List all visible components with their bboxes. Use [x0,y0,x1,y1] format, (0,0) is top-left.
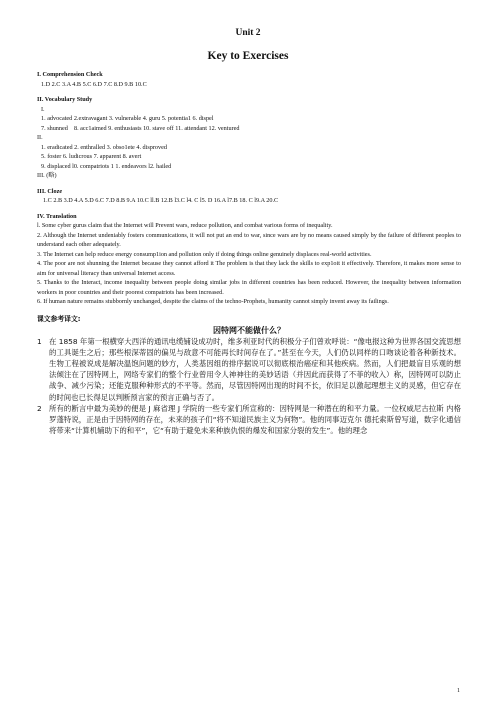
vocabulary-part2-line: 9. displaced l0. compatriots 1 1. endeavors l2. hailed [41,162,172,170]
paragraph-text: 在 1858 年第一根横穿大西洋的通讯电缆铺设成功时，维多利亚时代的积极分子们曾欢呼说：“像电报这种为世界各国交流思想的工具诞生之后；那些根深蒂固的偏见与敌意不可能再长时间存在了。”甚至在今天，人们仍以同样的口吻谈论着各种新技术。生物工程被说成是解决温饱问题的妙方，人类基因组的排序据说可以彻底根治癌症和其他疾病。然而，人们把最盲目乐观的想法倾注在了因特网上，网络专家们的整个行业曾用令人神神往的美妙话语（并因此而获得了不菲的收入）称，因特网可以防止战争、减少污染；还能克服种种形式的不平等。然而，尽管因特网出现的时间不长，依旧足以激起理想主义的灵感，但它存在的时间也已长得足以判断预言家的预言正确与否了。 [49,336,461,402]
paragraph-number: 2 [37,403,42,413]
vocabulary-part2-line: 1. eradicated 2. enthralled 3. obso1ete 4. disproved [41,143,167,151]
paragraph-text: 所有的断言中最为美妙的便是 J 麻省理 J 学院的一些专家们所宣称的：因特网是一种潜在的和平力量。一位权威尼古拉斯 内格罗蓬特说，正是由于因特网的存在，未来的孩子们“将不知道民族主义为何物”。他的同事迈克尔 德托索斯曾写道，数字化通信将带来“计算机辅助下的和平”，它“有助于避免未来种族仇恨的爆发和国家分裂的发生”。他的理念 [49,403,461,436]
translation-item: 3. The Internet can help reduce energy consump1ion and pollution only if doing things online genuinely displaces real-world activities. [37,250,372,258]
page-number: 1 [457,688,460,694]
vocabulary-part1-line: 1. advocated 2.extravagant 3. vulnerable 4. guru 5. potentia1 6. dispel [41,115,214,122]
comprehension-heading: I. Comprehension Check [37,71,103,78]
paragraph-number: 1 [37,336,42,346]
vocabulary-part3: III. (略) [37,172,57,179]
unit-heading: Unit 2 [235,28,261,38]
vocabulary-part1-label: I. [41,105,45,113]
vocabulary-part2-line: 5. foster 6. ludicrous 7. apparent 8. avert [41,153,142,160]
translation-heading: IV. Translation [37,212,77,220]
translation-item: 6. If human nature remains stubbornly unchanged, despite the claims of the techno-Prophets, humanity cannot simply invent away its failings. [37,298,389,305]
translation-item: 2. Although the Internet undeniably fosters communications, it will not put an end to war, since wars are by no means caused simply by the failure of different peoples to understand each other adequately. [37,231,461,248]
reference-paragraph [37,336,461,403]
comprehension-answers: 1.D 2.C 3.A 4.B 5.C 6.D 7.C 8.D 9.B 10.C [41,80,147,88]
document-body [37,70,461,436]
reference-title: 因特网不能做什么？ [213,326,285,335]
vocabulary-part1-line: 7. shunned 8. acc1aimed 9. enthusiasts 10. stave off 11. attendant 12. ventured [41,124,240,132]
translation-item: l. Some cyber gurus claim that the Internet will Prevent wars, reduce pollution, and combat various forms of inequality. [37,222,333,229]
reference-heading: 课文参考译文: [37,314,81,323]
translation-item: 5. Thanks to the Interact, income inequality between people doing similar jobs in different countries has been reduced. However, the inequality between information workers in poor countries and their poorest compatriots has been increased. [37,279,461,296]
vocabulary-part2-label: II. [37,134,43,141]
page-title: Key to Exercises [207,50,289,62]
vocabulary-heading: II. Vocabulary Study [37,96,93,103]
reference-paragraph [37,403,461,437]
cloze-answers: 1.C 2.B 3.D 4.A 5.D 6.C 7.D 8.B 9.A 10.C ll.B 12.B l3.C l4. C l5. D 16.A l7.B 18. C l9.A 20.C [43,197,279,204]
translation-item: 4. The poor are not shunning the Internet because they cannot afford it The problem is that they lack the skills to exp1oit it effectively. Therefore, it makes more sense to aim for universal literacy than universal Internet access. [37,260,461,277]
cloze-heading: III. Cloze [37,187,63,195]
